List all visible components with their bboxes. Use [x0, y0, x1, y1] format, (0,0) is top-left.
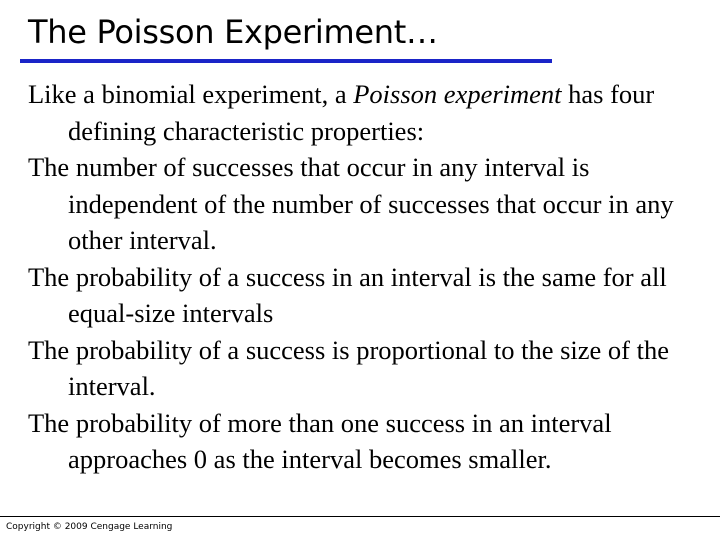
property-2: The probability of a success in an interval is the same for all equal-size intervals: [28, 261, 667, 328]
intro-text-after: has four defining characteristic properties:: [68, 79, 655, 146]
property-1: The number of successes that occur in any interval is independent of the number of successes that occur in any other interval.: [28, 152, 674, 255]
copyright-notice: Copyright © 2009 Cengage Learning: [6, 522, 173, 532]
slide-title: The Poisson Experiment…: [28, 13, 438, 51]
intro-emphasis: Poisson experiment: [353, 79, 562, 109]
slide-body: [28, 76, 713, 478]
footer-divider: [0, 516, 720, 517]
intro-text-before: Like a binomial experiment, a: [28, 79, 354, 109]
property-4: The probability of more than one success in an interval approaches 0 as the interval becomes smaller.: [28, 407, 612, 474]
intro-paragraph: [28, 76, 713, 149]
title-underline: [20, 59, 552, 63]
property-3: The probability of a success is proportional to the size of the interval.: [28, 334, 669, 401]
